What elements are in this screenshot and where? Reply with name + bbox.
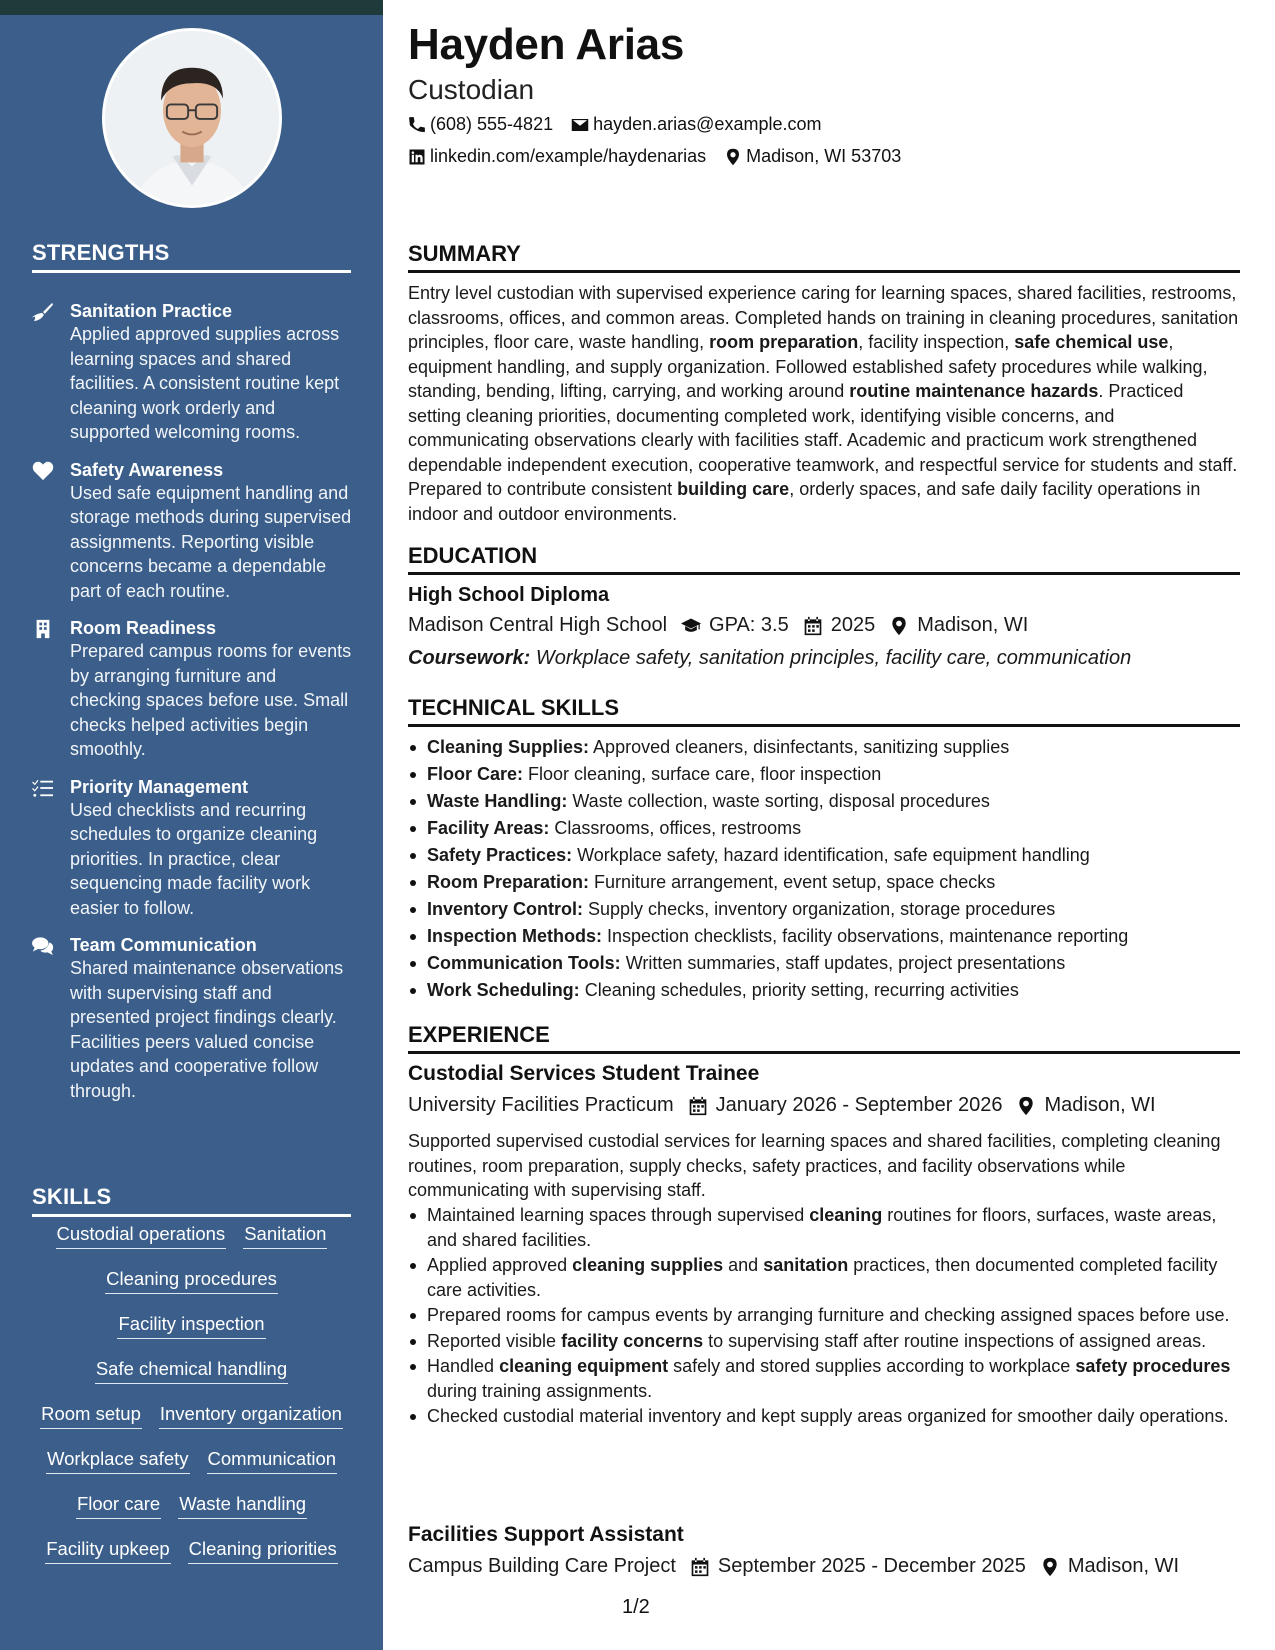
list-item: Applied approved cleaning supplies and sanitation practices, then documented completed facility care activities. [408,1253,1240,1302]
strength-item [32,776,352,921]
graduation-cap-icon [681,616,701,636]
list-item: Room Preparation: Furniture arrangement, event setup, space checks [408,869,1240,896]
list-item: Inspection Methods: Inspection checklists, facility observations, maintenance reporting [408,923,1240,950]
summary-heading: SUMMARY [408,241,1240,273]
education-meta [408,614,1042,637]
skill-tag: Room setup [40,1402,142,1429]
skill-tag: Cleaning procedures [105,1267,278,1294]
calendar-icon [688,1096,708,1116]
job-dates: September 2025 - December 2025 [690,1555,1026,1578]
list-item: Reported visible facility concerns to supervising staff after routine inspections of assigned areas. [408,1329,1240,1354]
profile-photo [102,28,282,208]
skill-tag: Floor care [76,1492,161,1519]
list-item: Floor Care: Floor cleaning, surface care, floor inspection [408,761,1240,788]
heart-icon [32,459,70,604]
job-title: Custodial Services Student Trainee [408,1062,760,1085]
gpa: GPA: 3.5 [681,614,789,637]
envelope-icon [571,116,589,134]
contact-line-2 [408,146,919,167]
location: Madison, WI 53703 [724,146,901,167]
sidebar-top-band [0,0,383,15]
candidate-role: Custodian [408,74,535,105]
skill-tag: Facility inspection [117,1312,265,1339]
list-item: Handled cleaning equipment safely and stored supplies according to workplace safety procedures during training assignments. [408,1354,1240,1403]
list-item: Facility Areas: Classrooms, offices, restrooms [408,815,1240,842]
skills-heading: SKILLS [32,1184,351,1217]
coursework-label: Coursework: [408,647,531,669]
skill-tag: Safe chemical handling [95,1357,288,1384]
skill-tag: Inventory organization [159,1402,343,1429]
list-item: Safety Practices: Workplace safety, hazard identification, safe equipment handling [408,842,1240,869]
job-meta [408,1555,1193,1578]
coursework-text: Workplace safety, sanitation principles, facility care, communication [535,647,1132,669]
list-item: Cleaning Supplies: Approved cleaners, disinfectants, sanitizing supplies [408,734,1240,761]
strength-text: Shared maintenance observations with supervising staff and presented project findings clearly. Facilities peers valued concise updates and cooperative follow through. [70,958,344,1101]
linkedin[interactable]: linkedin.com/example/haydenarias [408,146,706,167]
coursework [408,647,1131,670]
checklist-icon [32,776,70,921]
skill-tag: Facility upkeep [45,1537,170,1564]
skill-tag: Sanitation [243,1222,327,1249]
experience-heading: EXPERIENCE [408,1022,1240,1054]
sidebar [0,0,383,1650]
map-pin-icon [724,148,742,166]
job-meta [408,1094,1170,1117]
job-summary: Supported supervised custodial services for learning spaces and shared facilities, completing cleaning routines, room preparation, supply checks, safety practices, and facility observations while communicating with supervising staff. [408,1131,1221,1200]
phone-icon [408,116,426,134]
candidate-name: Hayden Arias [408,20,684,69]
linkedin-icon [408,148,426,166]
strength-text: Used checklists and recurring schedules to organize cleaning priorities. In practice, clear sequencing made facility work easier to follow. [70,799,318,918]
strengths-heading: STRENGTHS [32,240,351,273]
school-location: Madison, WI [889,614,1028,637]
contact-line-1 [408,114,839,135]
building-icon [32,617,70,762]
strength-title: Priority Management [70,776,249,797]
skill-tag: Workplace safety [46,1447,190,1474]
skill-tag: Cleaning priorities [188,1537,338,1564]
strength-item [32,617,352,762]
strength-item [32,300,352,445]
list-item: Waste Handling: Waste collection, waste sorting, disposal procedures [408,788,1240,815]
technical-skills-heading: TECHNICAL SKILLS [408,695,1240,727]
list-item: Work Scheduling: Cleaning schedules, priority setting, recurring activities [408,977,1240,1004]
calendar-icon [803,616,823,636]
job-title: Facilities Support Assistant [408,1523,684,1546]
skills-list [32,1222,351,1582]
skill-tag: Waste handling [178,1492,307,1519]
email[interactable]: hayden.arias@example.com [571,114,821,135]
graduation-year: 2025 [803,614,876,637]
strength-item [32,459,352,604]
job-bullets [408,1203,1240,1430]
organization: Campus Building Care Project [408,1555,676,1577]
school: Madison Central High School [408,614,668,636]
strength-title: Safety Awareness [70,459,224,480]
job-dates: January 2026 - September 2026 [688,1094,1003,1117]
job-location: Madison, WI [1016,1094,1155,1117]
map-pin-icon [1016,1096,1036,1116]
strength-title: Team Communication [70,935,257,955]
strength-title: Sanitation Practice [70,301,233,321]
summary-text: Entry level custodian with supervised experience caring for learning spaces, shared facilities, restrooms, classrooms, offices, and common areas. Completed hands on training in cleaning procedures, sanitation principles, floor care, waste handling, room preparation, facility inspection, safe chemical use, equipment handling, and supply organization. Followed established safety procedures while walking, standing, bending, lifting, carrying, and working around routine maintenance hazards. Practiced setting cleaning priorities, documenting completed work, identifying visible concerns, and communicating observations clearly with facilities staff. Academic and practicum work strengthened dependable independent execution, cooperative teamwork, and respectful service for students and staff. Prepared to contribute consistent building care, orderly spaces, and safe daily facility operations in indoor and outdoor environments. [408,283,1239,524]
strength-text: Prepared campus rooms for events by arranging furniture and checking spaces before use. Small checks helped activities begin smoothly. [70,641,352,759]
job-location: Madison, WI [1040,1555,1179,1578]
list-item: Maintained learning spaces through supervised cleaning routines for floors, surfaces, waste areas, and shared facilities. [408,1203,1240,1252]
skill-tag: Communication [207,1447,338,1474]
phone: (608) 555-4821 [408,114,553,135]
degree: High School Diploma [408,584,610,606]
skill-tag: Custodial operations [56,1222,227,1249]
broom-icon [32,300,70,445]
map-pin-icon [889,616,909,636]
chat-icon [32,934,70,1103]
strength-text: Used safe equipment handling and storage methods during supervised assignments. Reporting visible concerns became a dependable part of each routine. [70,482,352,601]
list-item: Prepared rooms for campus events by arranging furniture and checking assigned spaces before use. [408,1303,1240,1328]
calendar-icon [690,1557,710,1577]
education-heading: EDUCATION [408,543,1240,575]
organization: University Facilities Practicum [408,1094,674,1116]
page-number: 1/2 [622,1596,650,1618]
strength-title: Room Readiness [70,618,217,638]
list-item: Checked custodial material inventory and kept supply areas organized for smoother daily operations. [408,1404,1240,1429]
map-pin-icon [1040,1557,1060,1577]
list-item: Inventory Control: Supply checks, inventory organization, storage procedures [408,896,1240,923]
strengths-list [32,300,352,1117]
strength-item [32,934,352,1103]
list-item: Communication Tools: Written summaries, staff updates, project presentations [408,950,1240,977]
technical-skills-list [408,734,1240,1004]
strength-text: Applied approved supplies across learning spaces and shared facilities. A consistent routine kept cleaning work orderly and supported welcoming rooms. [70,324,340,442]
